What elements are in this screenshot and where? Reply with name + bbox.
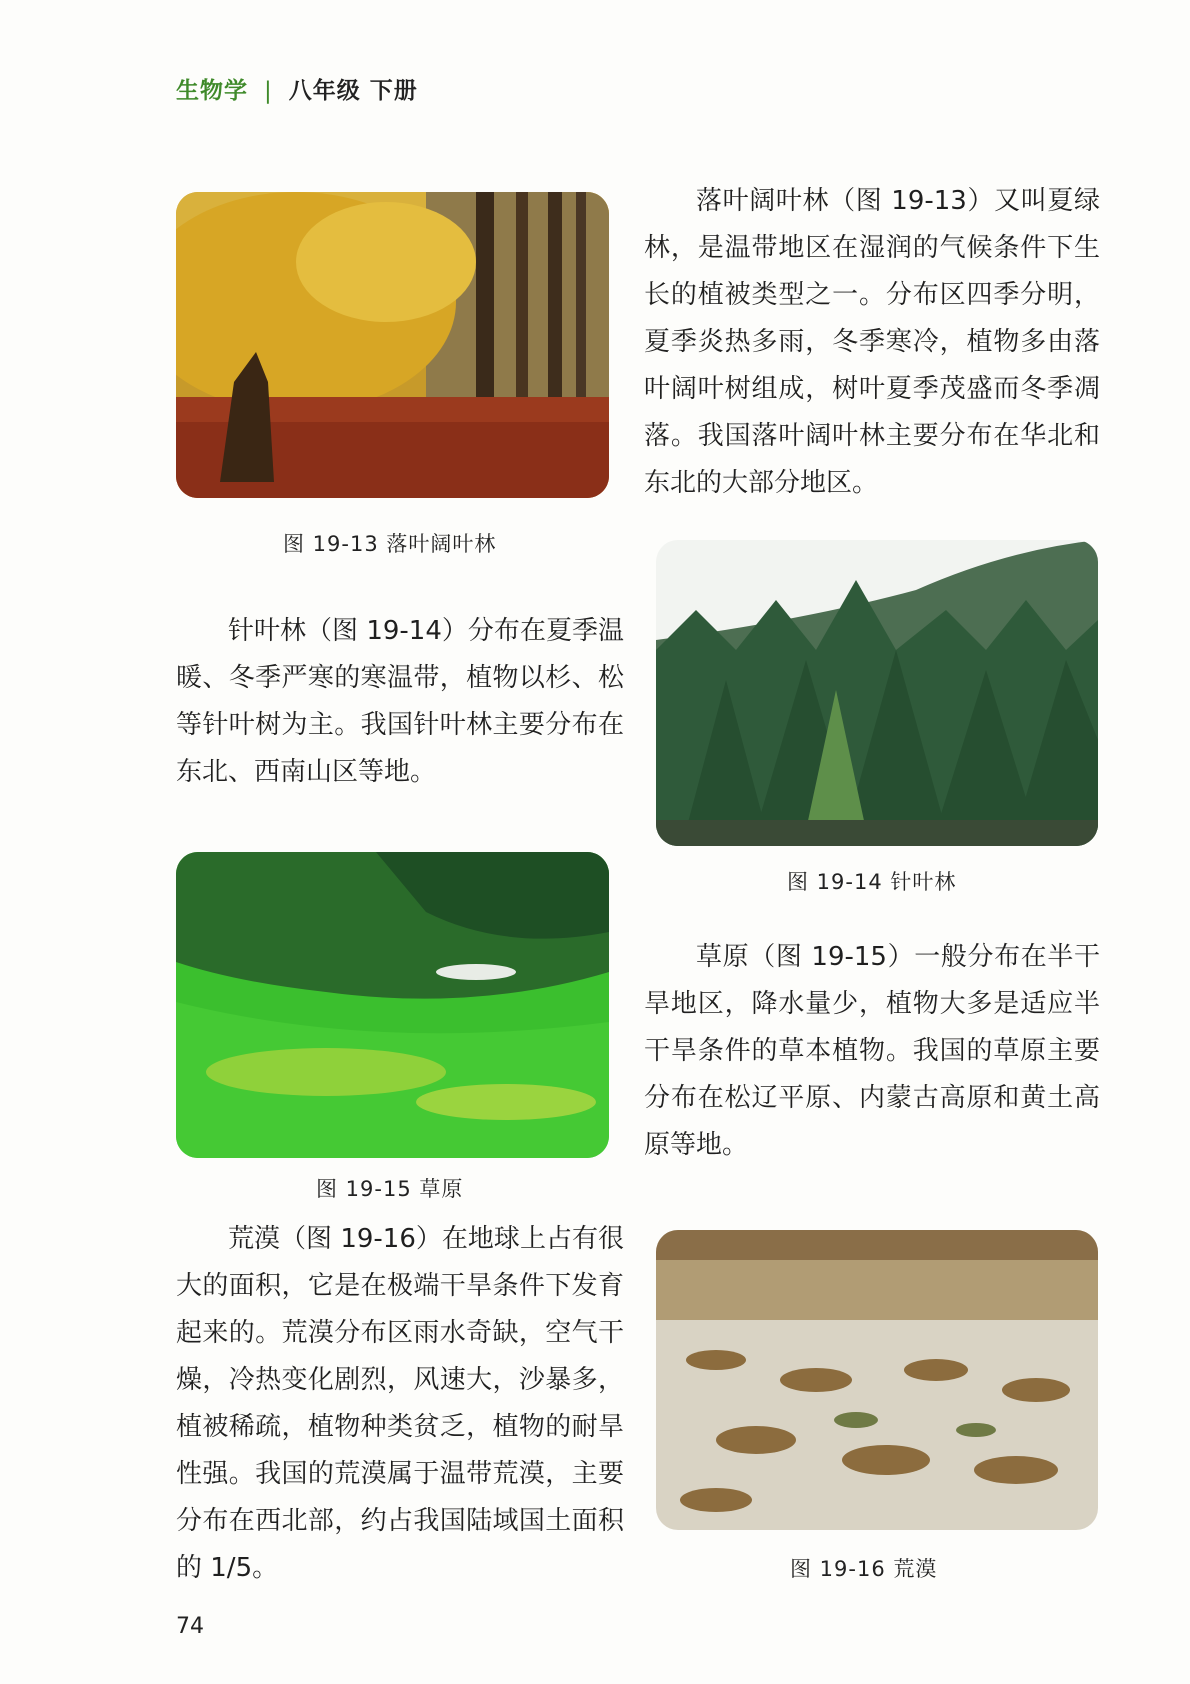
paragraph-coniferous: 针叶林（图 19-14）分布在夏季温暖、冬季严寒的寒温带，植物以杉、松等针叶树为主。我国针叶林主要分布在东北、西南山区等地。	[176, 616, 624, 787]
coniferous-forest-photo	[656, 540, 1098, 846]
subject-title: 生物学	[176, 78, 248, 104]
grade-label: 八年级 下册	[288, 78, 418, 104]
paragraph-deciduous: 落叶阔叶林（图 19-13）又叫夏绿林，是温带地区在湿润的气候条件下生长的植被类型之一。分布区四季分明，夏季炎热多雨，冬季寒冷，植物多由落叶阔叶树组成，树叶夏季茂盛而冬季凋落。我国落叶阔叶林主要分布在华北和东北的大部分地区。	[644, 186, 1100, 498]
running-header	[176, 72, 418, 105]
header-separator: |	[264, 78, 273, 104]
deciduous-forest-photo	[176, 192, 609, 498]
grassland-photo	[176, 852, 609, 1158]
figure-caption-19-15: 图 19-15 草原	[316, 1177, 464, 1201]
figure-caption-19-16: 图 19-16 荒漠	[790, 1557, 938, 1581]
paragraph-desert: 荒漠（图 19-16）在地球上占有很大的面积，它是在极端干旱条件下发育起来的。荒漠分布区雨水奇缺，空气干燥，冷热变化剧烈，风速大，沙暴多，植被稀疏，植物种类贫乏，植物的耐旱性强。我国的荒漠属于温带荒漠，主要分布在西北部，约占我国陆域国土面积的 1/5。	[176, 1224, 624, 1583]
figure-caption-19-13: 图 19-13 落叶阔叶林	[283, 532, 497, 556]
desert-photo	[656, 1230, 1098, 1530]
figure-caption-19-14: 图 19-14 针叶林	[787, 870, 957, 894]
page-number: 74	[176, 1614, 204, 1639]
paragraph-grassland: 草原（图 19-15）一般分布在半干旱地区，降水量少，植物大多是适应半干旱条件的草本植物。我国的草原主要分布在松辽平原、内蒙古高原和黄土高原等地。	[644, 942, 1100, 1160]
